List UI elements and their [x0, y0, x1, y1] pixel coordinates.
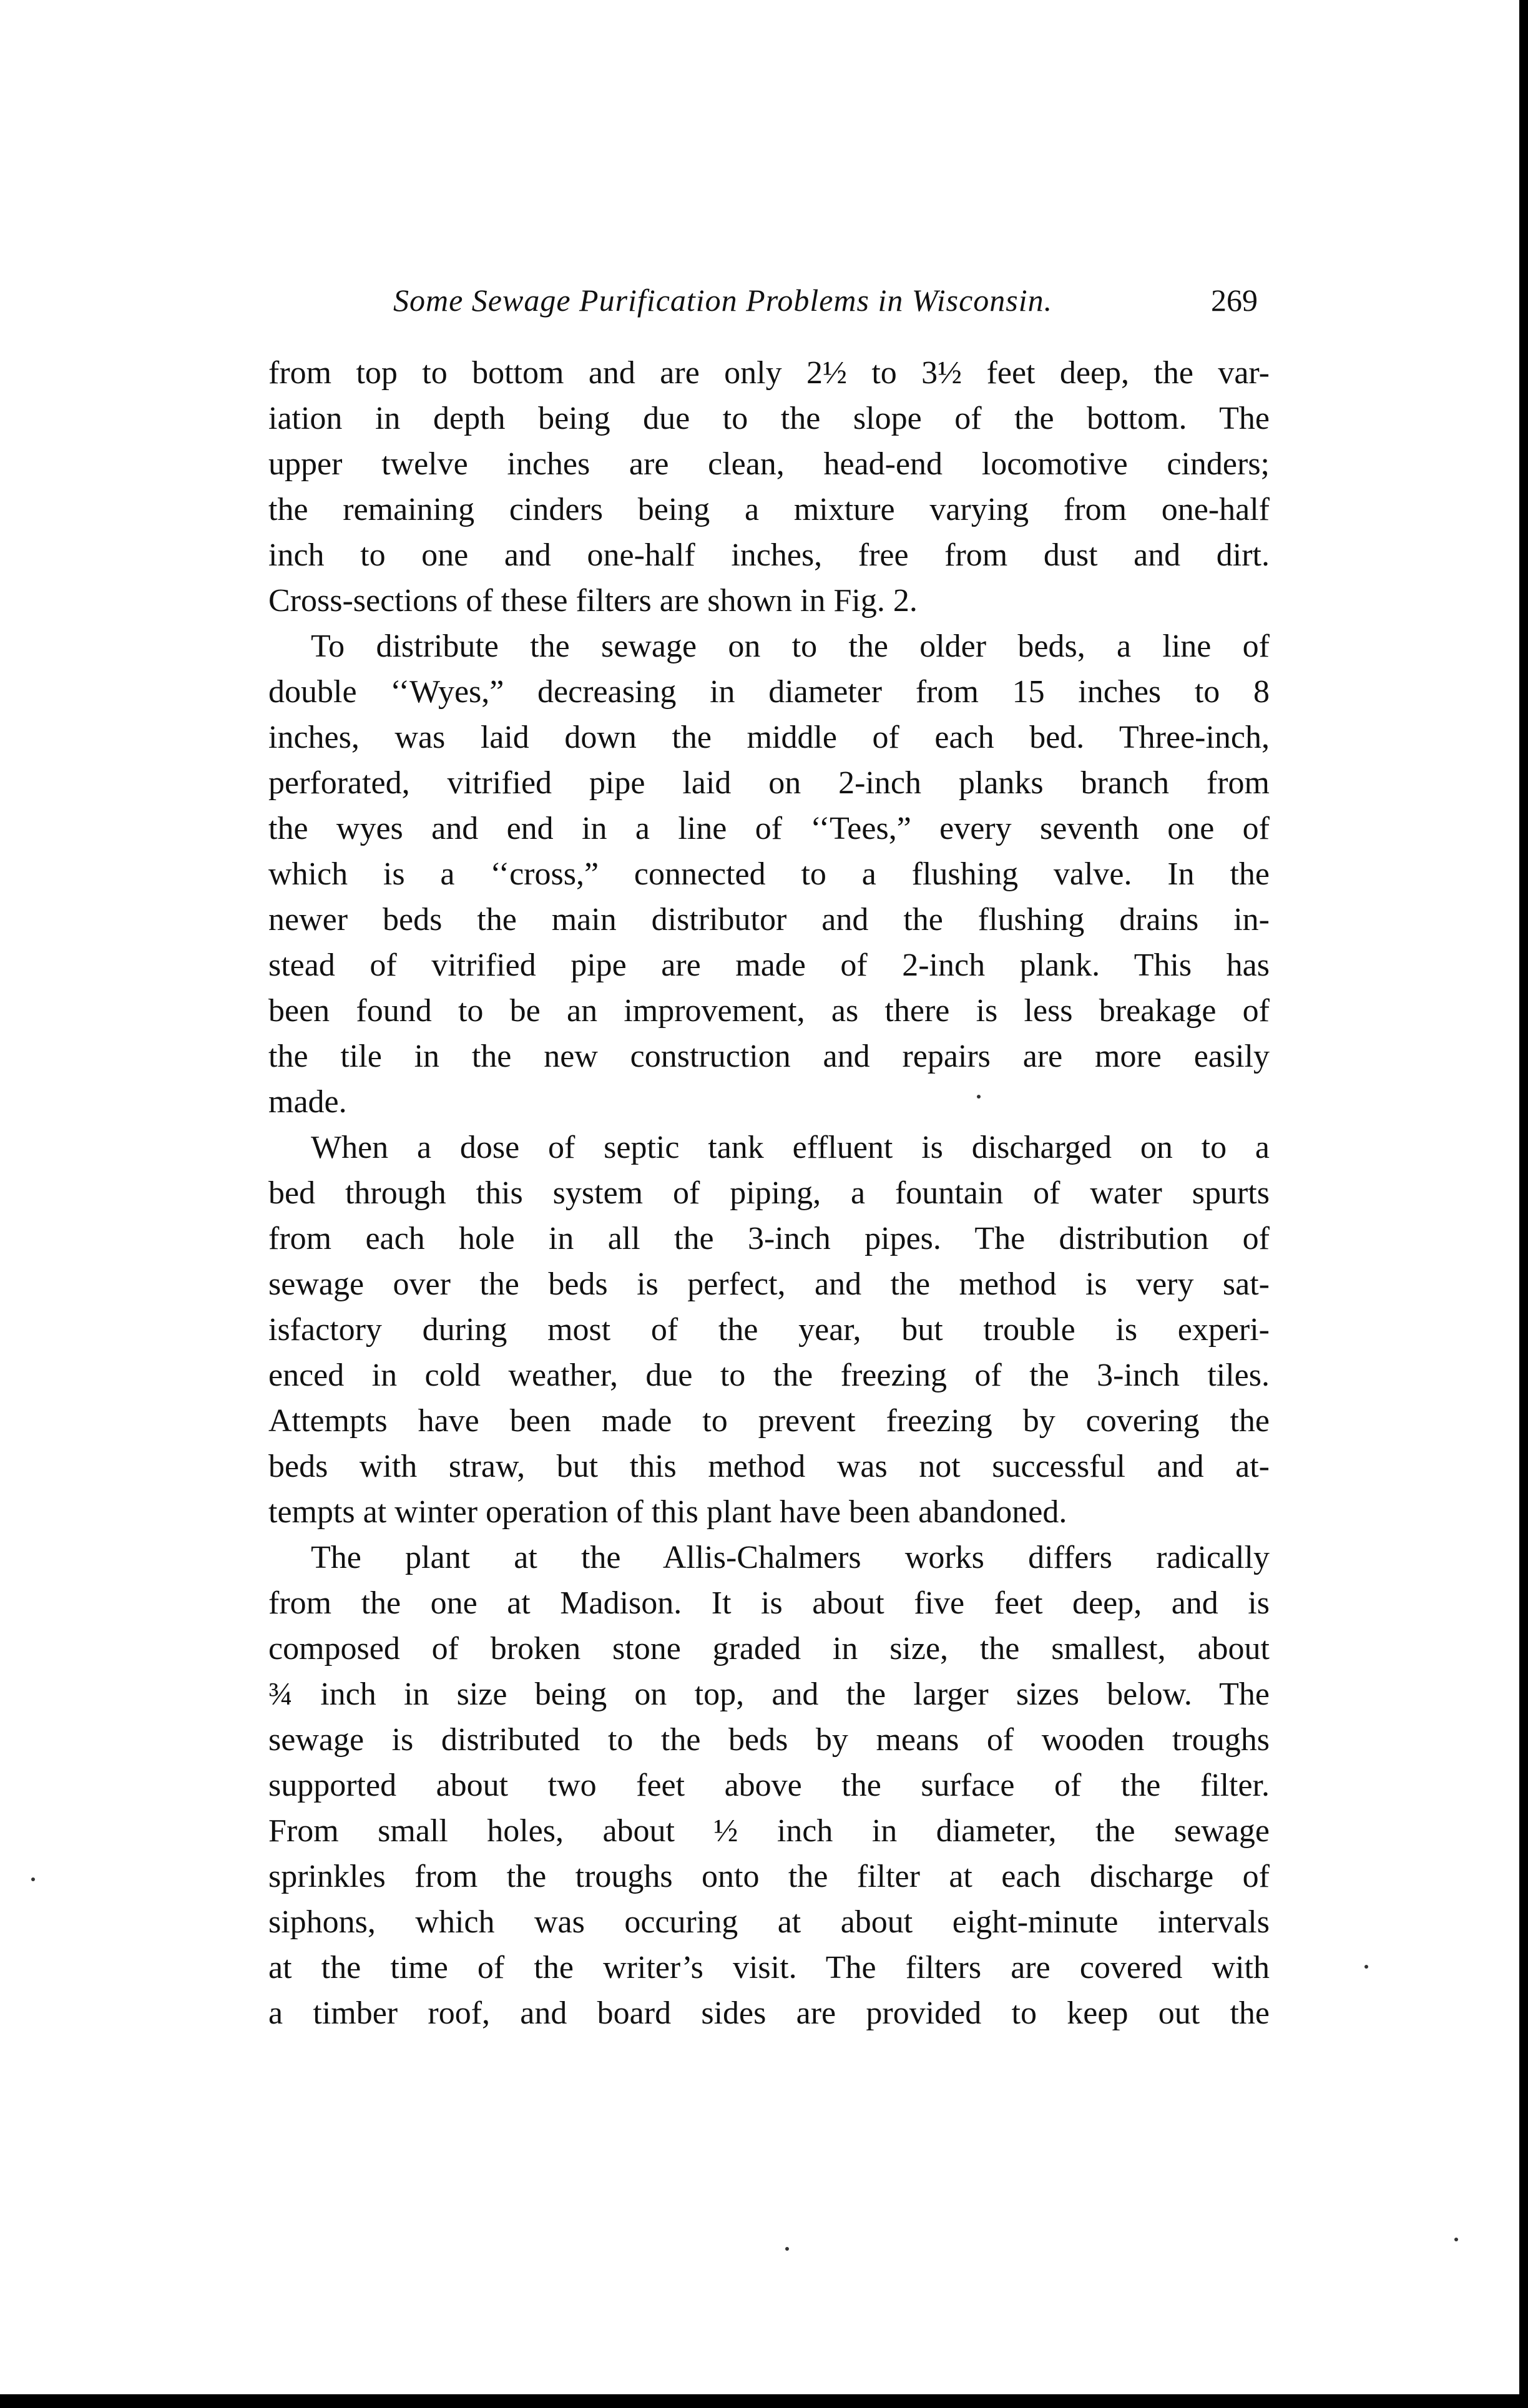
- text-line: a timber roof, and board sides are provided to keep out the: [268, 1995, 1270, 2031]
- scan-speck: [1454, 2238, 1458, 2241]
- text-line: ¾ inch in size being on top, and the larger sizes below. The: [268, 1676, 1270, 1712]
- text-line: bed through this system of piping, a fountain of water spurts: [268, 1175, 1270, 1211]
- page-number: 269: [1211, 283, 1258, 318]
- text-line: composed of broken stone graded in size, the smallest, about: [268, 1631, 1270, 1667]
- scan-speck: [785, 2247, 789, 2251]
- scan-speck: [31, 1877, 35, 1881]
- scan-border-right: [1519, 0, 1528, 2408]
- body-text: [268, 350, 1270, 2036]
- text-line: The plant at the Allis-Chalmers works differs radically: [311, 1540, 1270, 1575]
- text-line: sprinkles from the troughs onto the filter at each discharge of: [268, 1859, 1270, 1894]
- text-line: newer beds the main distributor and the flushing drains in-: [268, 902, 1270, 937]
- text-line: Cross-sections of these filters are shown in Fig. 2.: [268, 583, 918, 619]
- text-line: the remaining cinders being a mixture varying from one-half: [268, 492, 1270, 527]
- text-line: isfactory during most of the year, but trouble is experi-: [268, 1312, 1270, 1348]
- text-line: the tile in the new construction and repairs are more easily: [268, 1039, 1270, 1074]
- text-line: from top to bottom and are only 2½ to 3½ feet deep, the var-: [268, 355, 1270, 391]
- text-line: When a dose of septic tank effluent is discharged on to a: [311, 1130, 1270, 1165]
- text-line: tempts at winter operation of this plant have been abandoned.: [268, 1494, 1067, 1530]
- running-head: [393, 278, 1267, 322]
- text-line: stead of vitrified pipe are made of 2-inch plank. This has: [268, 947, 1270, 983]
- scan-speck: [1364, 1965, 1368, 1969]
- text-line: at the time of the writer’s visit. The filters are covered with: [268, 1950, 1270, 1985]
- text-line: From small holes, about ½ inch in diameter, the sewage: [268, 1813, 1270, 1849]
- text-line: the wyes and end in a line of ‘‘Tees,” every seventh one of: [268, 811, 1270, 846]
- text-line: To distribute the sewage on to the older beds, a line of: [311, 629, 1270, 664]
- text-line: Attempts have been made to prevent freezing by covering the: [268, 1403, 1270, 1439]
- text-line: siphons, which was occuring at about eight-minute intervals: [268, 1904, 1270, 1940]
- text-line: iation in depth being due to the slope of the bottom. The: [268, 401, 1270, 436]
- text-line: upper twelve inches are clean, head-end locomotive cinders;: [268, 446, 1270, 482]
- text-line: been found to be an improvement, as there is less breakage of: [268, 993, 1270, 1029]
- text-line: double ‘‘Wyes,” decreasing in diameter from 15 inches to 8: [268, 674, 1270, 710]
- text-line: which is a ‘‘cross,” connected to a flushing valve. In the: [268, 856, 1270, 892]
- text-line: enced in cold weather, due to the freezing of the 3-inch tiles.: [268, 1358, 1270, 1393]
- scan-border-bottom: [0, 2394, 1528, 2408]
- text-line: made.: [268, 1084, 347, 1120]
- text-line: from each hole in all the 3-inch pipes. The distribution of: [268, 1221, 1270, 1256]
- text-line: beds with straw, but this method was not successful and at-: [268, 1449, 1270, 1484]
- text-line: sewage is distributed to the beds by means of wooden troughs: [268, 1722, 1270, 1758]
- scan-speck: [977, 1095, 981, 1099]
- text-line: inch to one and one-half inches, free from dust and dirt.: [268, 537, 1270, 573]
- text-line: sewage over the beds is perfect, and the method is very sat-: [268, 1266, 1270, 1302]
- text-line: supported about two feet above the surface of the filter.: [268, 1768, 1270, 1803]
- text-line: perforated, vitrified pipe laid on 2-inch planks branch from: [268, 765, 1270, 801]
- running-head-title: Some Sewage Purification Problems in Wisconsin.: [393, 283, 1053, 318]
- text-line: from the one at Madison. It is about five feet deep, and is: [268, 1585, 1270, 1621]
- text-line: inches, was laid down the middle of each bed. Three-inch,: [268, 720, 1270, 755]
